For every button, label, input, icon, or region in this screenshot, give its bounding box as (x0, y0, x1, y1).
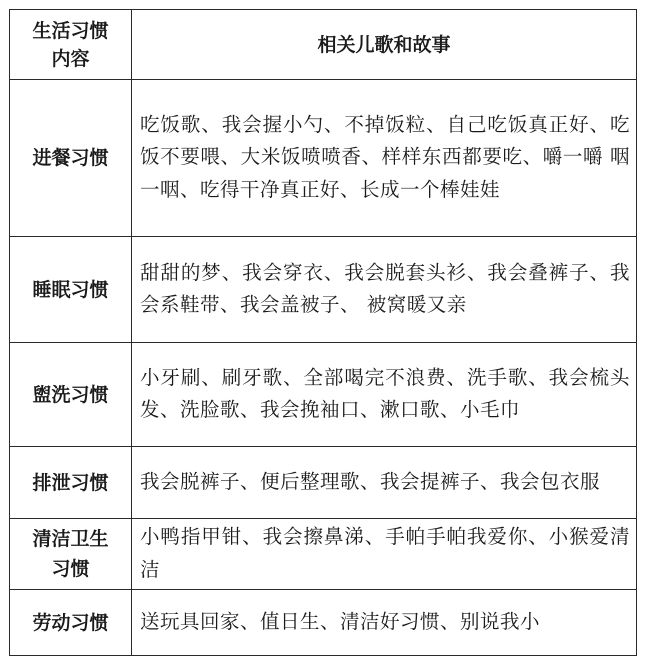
table-row (10, 80, 637, 237)
header-songs: 相关儿歌和故事 (132, 10, 637, 80)
table-row (10, 237, 637, 343)
row-songs: 我会脱裤子、便后整理歌、我会提裤子、我会包衣服 (132, 447, 637, 519)
row-songs: 吃饭歌、我会握小勺、不掉饭粒、自己吃饭真正好、吃饭不要喂、大米饭喷喷香、样样东西都要吃、嚼一嚼 咽一咽、吃得干净真正好、长成一个棒娃娃 (132, 80, 637, 237)
table-row (10, 343, 637, 447)
row-songs: 小牙刷、刷牙歌、全部喝完不浪费、洗手歌、我会梳头发、洗脸歌、我会挽袖口、漱口歌、小毛巾 (132, 343, 637, 447)
table-row (10, 590, 637, 656)
row-category: 劳动习惯 (10, 590, 132, 656)
table-header-row (10, 10, 637, 80)
row-category-text: 清洁卫生习惯 (32, 528, 109, 580)
habits-table (9, 9, 637, 656)
habits-table-container (9, 9, 636, 656)
row-category: 进餐习惯 (10, 80, 132, 237)
row-category: 睡眠习惯 (10, 237, 132, 343)
row-category: 盥洗习惯 (10, 343, 132, 447)
row-songs: 送玩具回家、值日生、清洁好习惯、别说我小 (132, 590, 637, 656)
header-category (10, 10, 132, 80)
row-category (10, 519, 132, 590)
row-songs: 甜甜的梦、我会穿衣、我会脱套头衫、我会叠裤子、我会系鞋带、我会盖被子、 被窝暖又亲 (132, 237, 637, 343)
header-category-text: 生活习惯内容 (32, 19, 109, 70)
row-category: 排泄习惯 (10, 447, 132, 519)
table-row (10, 447, 637, 519)
row-songs: 小鸭指甲钳、我会擦鼻涕、手帕手帕我爱你、小猴爱清洁 (132, 519, 637, 590)
table-row (10, 519, 637, 590)
